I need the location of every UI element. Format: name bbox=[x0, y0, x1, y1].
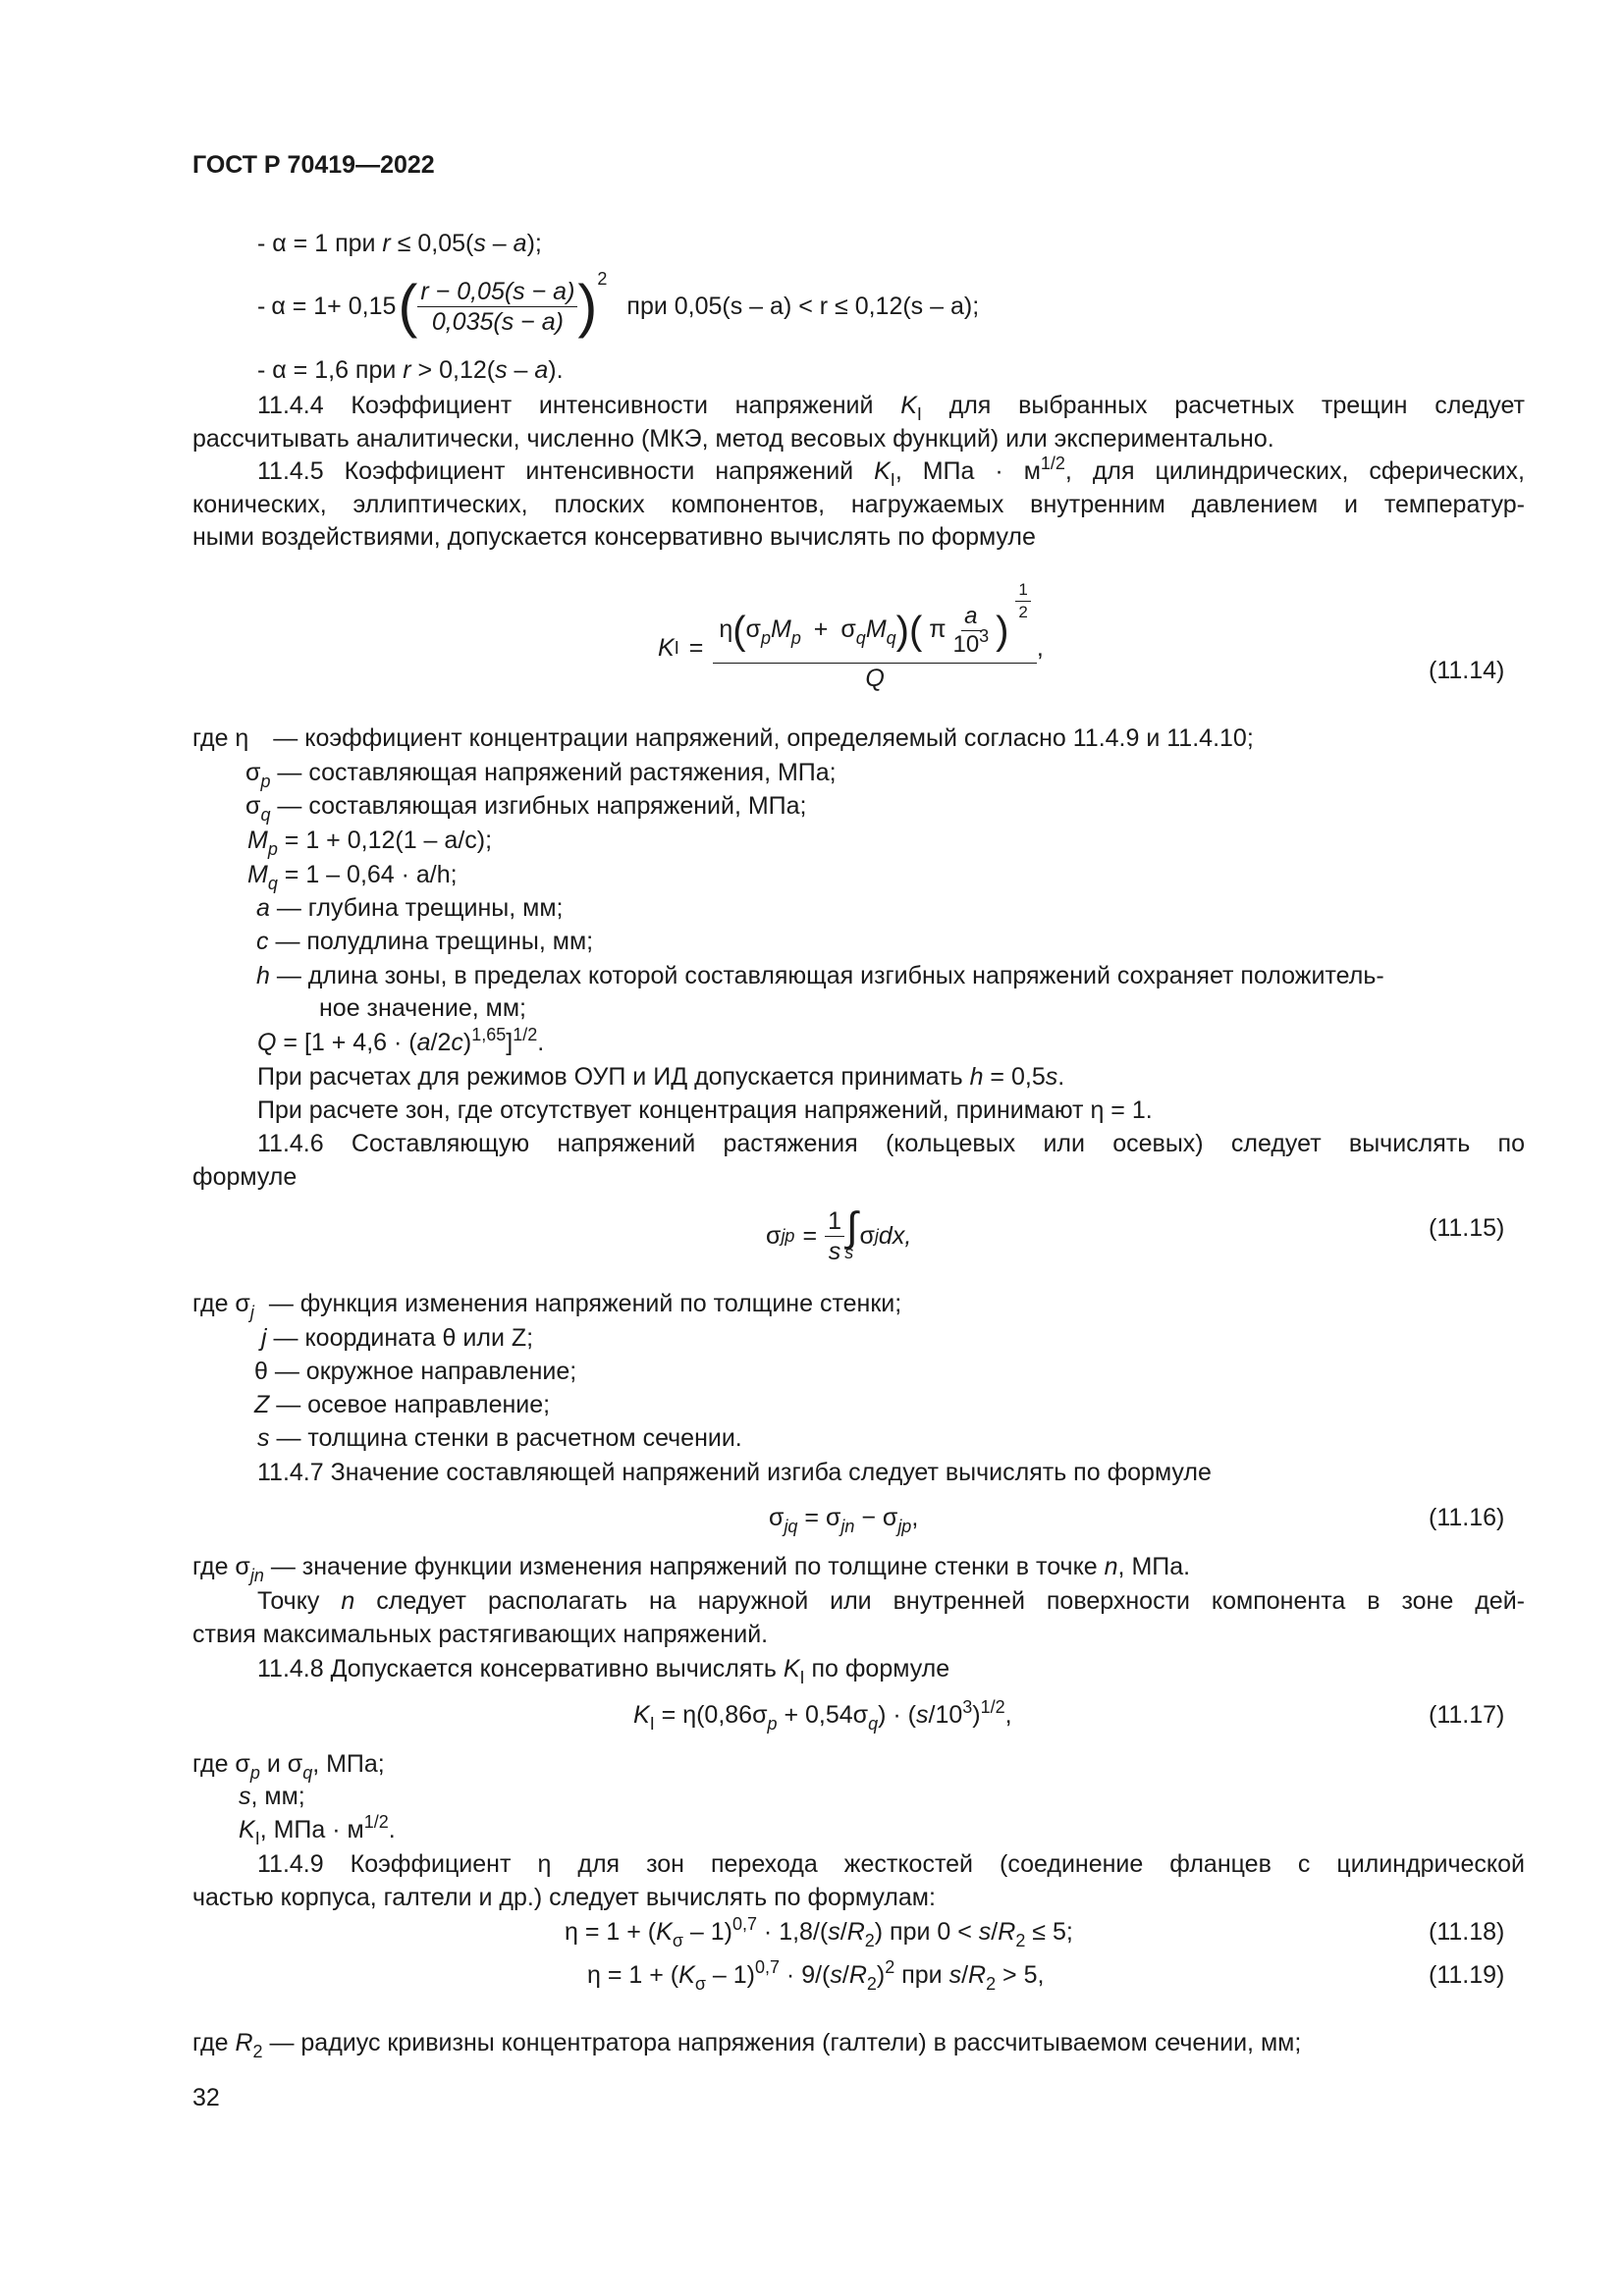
equation-11-18: $\eta = 1 + (K_\sigma - 1)^{0,7} \cdot 1,8/(s/R_2)$ при $0 < s/R_2 \le 5$; bbox=[565, 1914, 1073, 1950]
units-sigma: где $\sigma_p$ и $\sigma_q$, МПа; bbox=[192, 1750, 385, 1783]
equation-number-11-19: (11.19) bbox=[1429, 1961, 1505, 1989]
def-h: h — длина зоны, в пределах которой составляющая изгибных напряжений сохраняет положитель- bbox=[256, 962, 1384, 989]
def-a: a — глубина трещины, мм; bbox=[256, 894, 564, 922]
para-11-4-4-line2: рассчитывать аналитически, численно (МКЭ, метод весовых функций) или экспериментально. bbox=[192, 425, 1274, 453]
equation-11-17: $K_I = \eta(0,86\sigma_p + 0,54\sigma_q) \cdot (s/10^3)^{1/2}$, bbox=[633, 1697, 1012, 1734]
para-11-4-4-line1: 11.4.4 Коэффициент интенсивности напряжений $K_I$ для выбранных расчетных трещин следует bbox=[257, 392, 1525, 424]
note-ouo-id: При расчетах для режимов ОУП и ИД допускается принимать h = 0,5s. bbox=[257, 1063, 1065, 1091]
equation-11-19: $\eta = 1 + (K_\sigma - 1)^{0,7} \cdot 9/(s/R_2)^2$ при $s/R_2 > 5$, bbox=[587, 1957, 1045, 1994]
page-number: 32 bbox=[192, 2084, 220, 2111]
units-k: $K_I$, МПа · $м^{1/2}$. bbox=[239, 1812, 396, 1848]
equation-number-11-17: (11.17) bbox=[1429, 1701, 1505, 1729]
equation-number-11-14: (11.14) bbox=[1429, 657, 1505, 684]
alpha-condition-2: - α = 1+ 0,15 ( $\frac{r - 0,05(s - a)}{0,035(s - a)}$ ) 2 при 0,05(s – a) < r ≤ 0,12(s – a); bbox=[257, 269, 980, 339]
document-code: ГОСТ Р 70419—2022 bbox=[192, 151, 435, 179]
para-11-4-7: 11.4.7 Значение составляющей напряжений изгиба следует вычислять по формуле bbox=[257, 1459, 1212, 1486]
def-m-p: $M_p = 1 + 0,12(1 - a/c)$; bbox=[247, 827, 493, 859]
equation-11-16: $\sigma_{jq} = \sigma_{jn} - \sigma_{jp}$, bbox=[769, 1504, 919, 1536]
para-11-4-5-line1: 11.4.5 Коэффициент интенсивности напряжений $K_I$, МПа · $м^{1/2}$, для цилиндрических, сферических, bbox=[257, 454, 1525, 490]
equation-11-15: σ jp = $\frac{1}{s}$ ∫ s σ j dx, bbox=[766, 1203, 912, 1265]
def-eta: где η — коэффициент концентрации напряжений, определяемый согласно 11.4.9 и 11.4.10; bbox=[192, 724, 1254, 752]
alpha-condition-1: - α = 1 при r ≤ 0,05(s – a); bbox=[257, 230, 542, 257]
para-11-4-9-line1: 11.4.9 Коэффициент η для зон перехода жесткостей (соединение фланцев с цилиндрической bbox=[257, 1850, 1525, 1878]
para-point-n-line1: Точку n следует располагать на наружной или внутренней поверхности компонента в зоне дей- bbox=[257, 1587, 1525, 1615]
def-sigma-jn: где $\sigma_{jn}$ — значение функции изменения напряжений по толщине стенки в точке n, МПа. bbox=[192, 1553, 1191, 1585]
equation-number-11-15: (11.15) bbox=[1429, 1214, 1505, 1242]
equation-11-14: K I = $\eta(\sigma_pM_p + \sigma_qM_q)$( π $\frac{a}{10^3}$ ) $\frac{1}{2}$ Q , bbox=[658, 580, 1044, 692]
def-s: s — толщина стенки в расчетном сечении. bbox=[257, 1424, 742, 1452]
alpha-fraction: $\frac{r - 0,05(s - a)}{0,035(s - a)}$ bbox=[417, 279, 577, 335]
def-q: $Q = [1 + 4,6 \cdot (a/2c)^{1,65}]^{1/2}$. bbox=[257, 1025, 545, 1056]
def-c: c — полудлина трещины, мм; bbox=[256, 928, 594, 955]
def-sigma-p: $\sigma_p$ — составляющая напряжений растяжения, МПа; bbox=[245, 759, 837, 791]
units-s: s, мм; bbox=[239, 1783, 305, 1810]
def-h-continued: ное значение, мм; bbox=[319, 994, 526, 1022]
def-m-q: $M_q = 1 - 0,64 \cdot a/h$; bbox=[247, 861, 458, 893]
def-sigma-j: где $\sigma_j$ — функция изменения напряжений по толщине стенки; bbox=[192, 1290, 902, 1322]
equation-11-14-fraction: $\eta(\sigma_pM_p + \sigma_qM_q)$( π $\frac{a}{10^3}$ ) $\frac{1}{2}$ Q bbox=[713, 605, 1037, 691]
para-11-4-5-line3: ными воздействиями, допускается консервативно вычислять по формуле bbox=[192, 523, 1036, 551]
para-11-4-8: 11.4.8 Допускается консервативно вычислять $K_I$ по формуле bbox=[257, 1655, 950, 1687]
alpha-condition-3: - α = 1,6 при r > 0,12(s – a). bbox=[257, 356, 564, 384]
para-11-4-6-line2: формуле bbox=[192, 1163, 298, 1191]
para-11-4-6-line1: 11.4.6 Составляющую напряжений растяжения (кольцевых или осевых) следует вычислять по bbox=[257, 1130, 1525, 1157]
def-theta: θ — окружное направление; bbox=[254, 1358, 577, 1385]
para-11-4-5-line2: конических, эллиптических, плоских компонентов, нагружаемых внутренним давлением и температур- bbox=[192, 491, 1525, 518]
para-point-n-line2: ствия максимальных растягивающих напряжений. bbox=[192, 1621, 769, 1648]
def-j: j — координата θ или Z; bbox=[261, 1324, 534, 1352]
equation-number-11-18: (11.18) bbox=[1429, 1918, 1505, 1946]
note-no-concentration: При расчете зон, где отсутствует концентрация напряжений, принимают η = 1. bbox=[257, 1096, 1153, 1124]
def-sigma-q: $\sigma_q$ — составляющая изгибных напряжений, МПа; bbox=[245, 792, 807, 825]
def-r2: где $R_2$ — радиус кривизны концентратора напряжения (галтели) в рассчитываемом сечении, мм; bbox=[192, 2029, 1302, 2061]
para-11-4-9-line2: частью корпуса, галтели и др.) следует вычислять по формулам: bbox=[192, 1884, 936, 1911]
def-z: Z — осевое направление; bbox=[254, 1391, 551, 1418]
equation-number-11-16: (11.16) bbox=[1429, 1504, 1505, 1531]
